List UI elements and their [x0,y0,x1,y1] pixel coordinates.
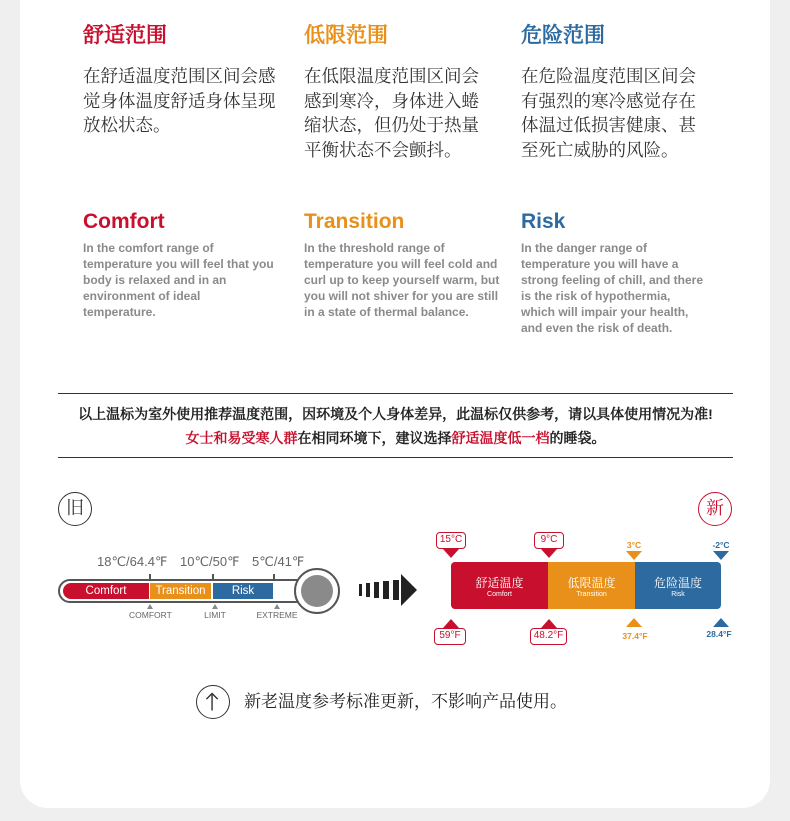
notice-highlight-lower: 舒适温度低一档 [451,430,550,446]
new-risk-zh: 危险温度 [653,576,702,590]
new-segment-comfort [451,562,548,609]
up-arrow-icon [196,685,230,719]
comfort-zh-title: 舒适范围 [83,24,167,47]
transition-column [304,22,504,319]
notice-line-2 [58,428,733,448]
new-comfort-en: Comfort [487,591,512,598]
comfort-zh-body: 在舒适温度范围区间会感觉身体温度舒适身体呈现放松状态。 [83,66,276,135]
notice-text-end: 的睡袋。 [549,430,606,446]
usage-notice [58,393,733,458]
tag-minus2c: -2°C [712,540,730,550]
old-segment-risk: Risk [213,583,273,599]
new-segment-risk [635,562,721,609]
old-badge: 旧 [58,492,92,526]
risk-en-title: Risk [521,210,566,233]
tag-3c-pointer [626,551,642,560]
tag-37f-pointer [626,618,642,627]
new-transition-zh: 低限温度 [567,576,616,590]
tag-28f-pointer [713,618,729,627]
transition-en-body: In the threshold range of temperature you will feel cold and curl up to keep yourself warm, but you will not shiver for you are still in a state of thermal balance. [304,241,500,319]
transition-arrow-icon [357,573,419,607]
marker-limit: LIMIT [198,604,232,620]
thermometer-tick [212,574,214,580]
tag-48f-pointer [541,619,557,628]
old-temp-18: 18℃/64.4℉ [97,554,168,569]
thermometer-tick [149,574,151,580]
tag-59f: 59°F [434,628,466,645]
risk-zh-body: 在危险温度范围区间会有强烈的寒冷感觉存在体温过低损害健康、甚至死亡威胁的风险。 [521,66,696,160]
risk-column [521,22,721,335]
notice-line-1: 以上温标为室外使用推荐温度范围，因环境及个人身体差异，此温标仅供参考，请以具体使用情况为准! [78,406,713,422]
new-badge: 新 [698,492,732,526]
tag-15c-pointer [443,549,459,558]
comfort-en-title: Comfort [83,210,165,233]
tag-3c: 3°C [626,540,642,550]
tag-28f: 28.4°F [706,629,732,639]
thermometer-tick [273,574,275,580]
tag-9c-pointer [541,549,557,558]
old-segment-transition: Transition [150,583,211,599]
new-risk-en: Risk [671,591,685,598]
notice-text: 在相同环境下，建议选择 [297,430,452,446]
footer-text: 新老温度参考标准更新，不影响产品使用。 [244,692,567,711]
transition-zh-title: 低限范围 [304,24,388,47]
comfort-column [83,22,283,319]
risk-zh-title: 危险范围 [521,24,605,47]
marker-extreme: EXTREME [255,604,299,620]
notice-highlight-women: 女士和易受寒人群 [185,430,298,446]
transition-en-title: Transition [304,210,405,233]
old-temp-10: 10℃/50℉ [180,554,240,569]
old-segment-comfort: Comfort [63,583,149,599]
new-segment-transition [548,562,635,609]
thermometer-bulb-fill [301,575,333,607]
tag-15c: 15°C [436,532,466,549]
old-temp-5: 5℃/41℉ [252,554,305,569]
transition-zh-body: 在低限温度范围区间会感到寒冷，身体进入蜷缩状态，但仍处于热量平衡状态不会颤抖。 [304,66,479,160]
tag-48f: 48.2°F [530,628,567,645]
tag-minus2c-pointer [713,551,729,560]
tag-37f: 37.4°F [622,631,648,641]
new-comfort-zh: 舒适温度 [475,576,524,590]
tag-59f-pointer [443,619,459,628]
new-transition-en: Transition [576,591,607,598]
risk-en-body: In the danger range of temperature you will have a strong feeling of chill, and there is the risk of hypothermia, which will impair your health, and even the risk of death. [521,241,704,335]
marker-comfort: COMFORT [129,604,171,620]
tag-9c: 9°C [534,532,564,549]
comfort-en-body: In the comfort range of temperature you will feel that you body is relaxed and in an environment of ideal temperature. [83,241,274,319]
